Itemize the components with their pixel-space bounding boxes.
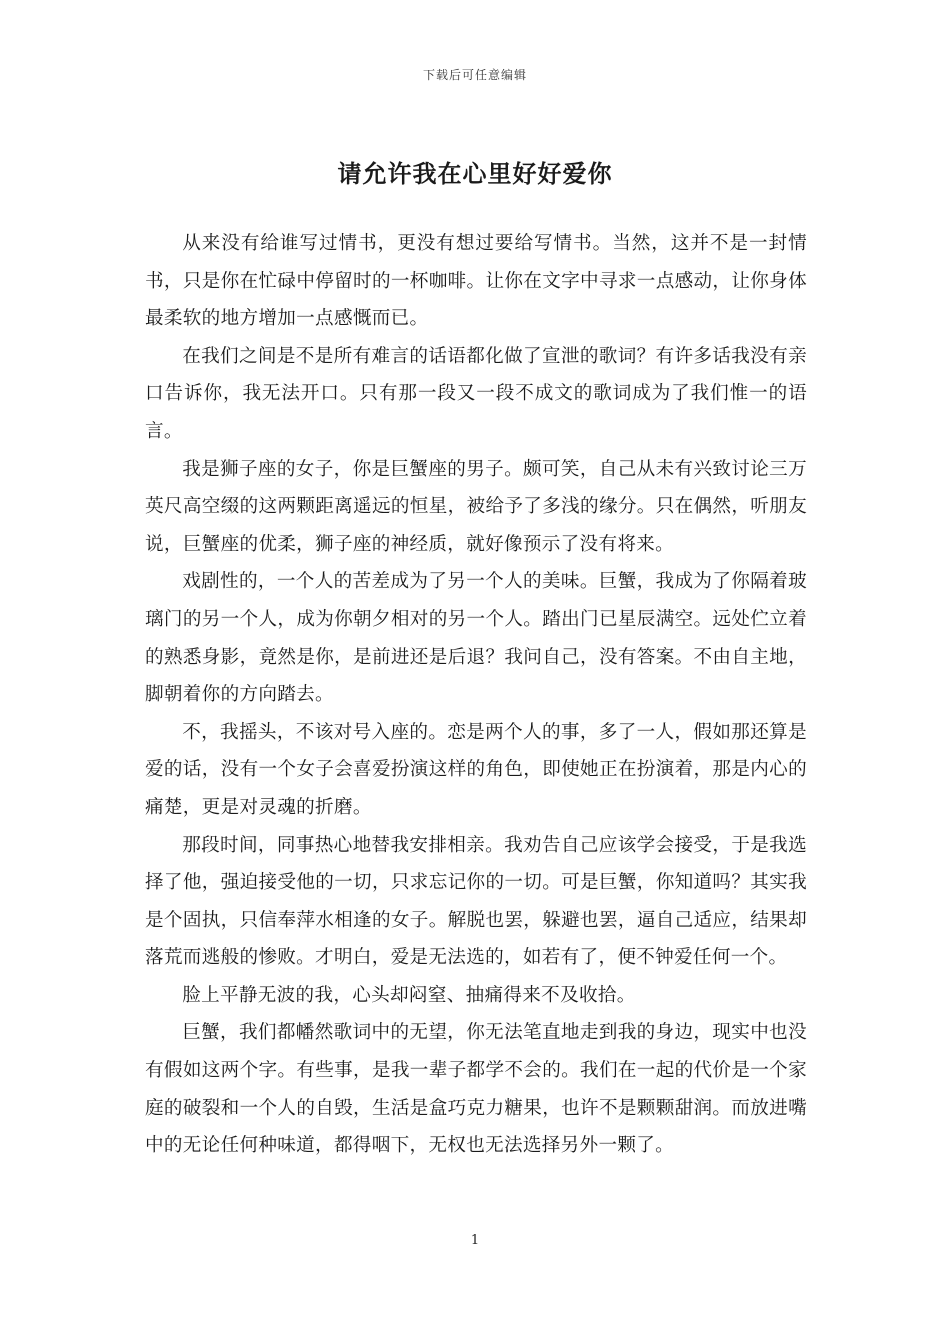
- paragraph: 在我们之间是不是所有难言的话语都化做了宣泄的歌词？有许多话我没有亲口告诉你，我无法开口。只有那一段又一段不成文的歌词成为了我们惟一的语言。: [145, 345, 807, 442]
- page-number: 1: [470, 1233, 480, 1248]
- paragraph: 脸上平静无波的我，心头却闷窒、抽痛得来不及收拾。: [182, 984, 636, 1006]
- header-note: 下载后可任意编辑: [422, 68, 527, 82]
- paragraph: 从来没有给谁写过情书，更没有想过要给写情书。当然，这并不是一封情书，只是你在忙碌中停留时的一杯咖啡。让你在文字中寻求一点感动，让你身体最柔软的地方增加一点感慨而已。: [145, 233, 807, 330]
- paragraph: 戏剧性的，一个人的苦差成为了另一个人的美味。巨蟹，我成为了你隔着玻璃门的另一个人，成为你朝夕相对的另一个人。踏出门已星辰满空。远处伫立着的熟悉身影，竟然是你，是前进还是后退？我问自己，没有答案。不由自主地，脚朝着你的方向踏去。: [145, 571, 807, 706]
- paragraph: 我是狮子座的女子，你是巨蟹座的男子。颇可笑，自己从未有兴致讨论三万英尺高空缀的这两颗距离遥远的恒星，被给予了多浅的缘分。只在偶然，听朋友说，巨蟹座的优柔，狮子座的神经质，就好像预示了没有将来。: [145, 458, 807, 555]
- document-title: 请允许我在心里好好爱你: [337, 159, 613, 188]
- document-body: [145, 225, 807, 1165]
- paragraph: 巨蟹，我们都幡然歌词中的无望，你无法笔直地走到我的身边，现实中也没有假如这两个字。有些事，是我一辈子都学不会的。我们在一起的代价是一个家庭的破裂和一个人的自毁，生活是盒巧克力糖果，也许不是颗颗甜润。而放进嘴中的无论任何种味道，都得咽下，无权也无法选择另外一颗了。: [145, 1022, 807, 1157]
- paragraph: 那段时间，同事热心地替我安排相亲。我劝告自己应该学会接受，于是我选择了他，强迫接受他的一切，只求忘记你的一切。可是巨蟹，你知道吗？其实我是个固执，只信奉萍水相逢的女子。解脱也罢，躲避也罢，逼自己适应，结果却落荒而逃般的惨败。才明白，爱是无法选的，如若有了，便不钟爱任何一个。: [145, 834, 807, 969]
- paragraph: 不，我摇头，不该对号入座的。恋是两个人的事，多了一人，假如那还算是爱的话，没有一个女子会喜爱扮演这样的角色，即使她正在扮演着，那是内心的痛楚，更是对灵魂的折磨。: [145, 721, 807, 818]
